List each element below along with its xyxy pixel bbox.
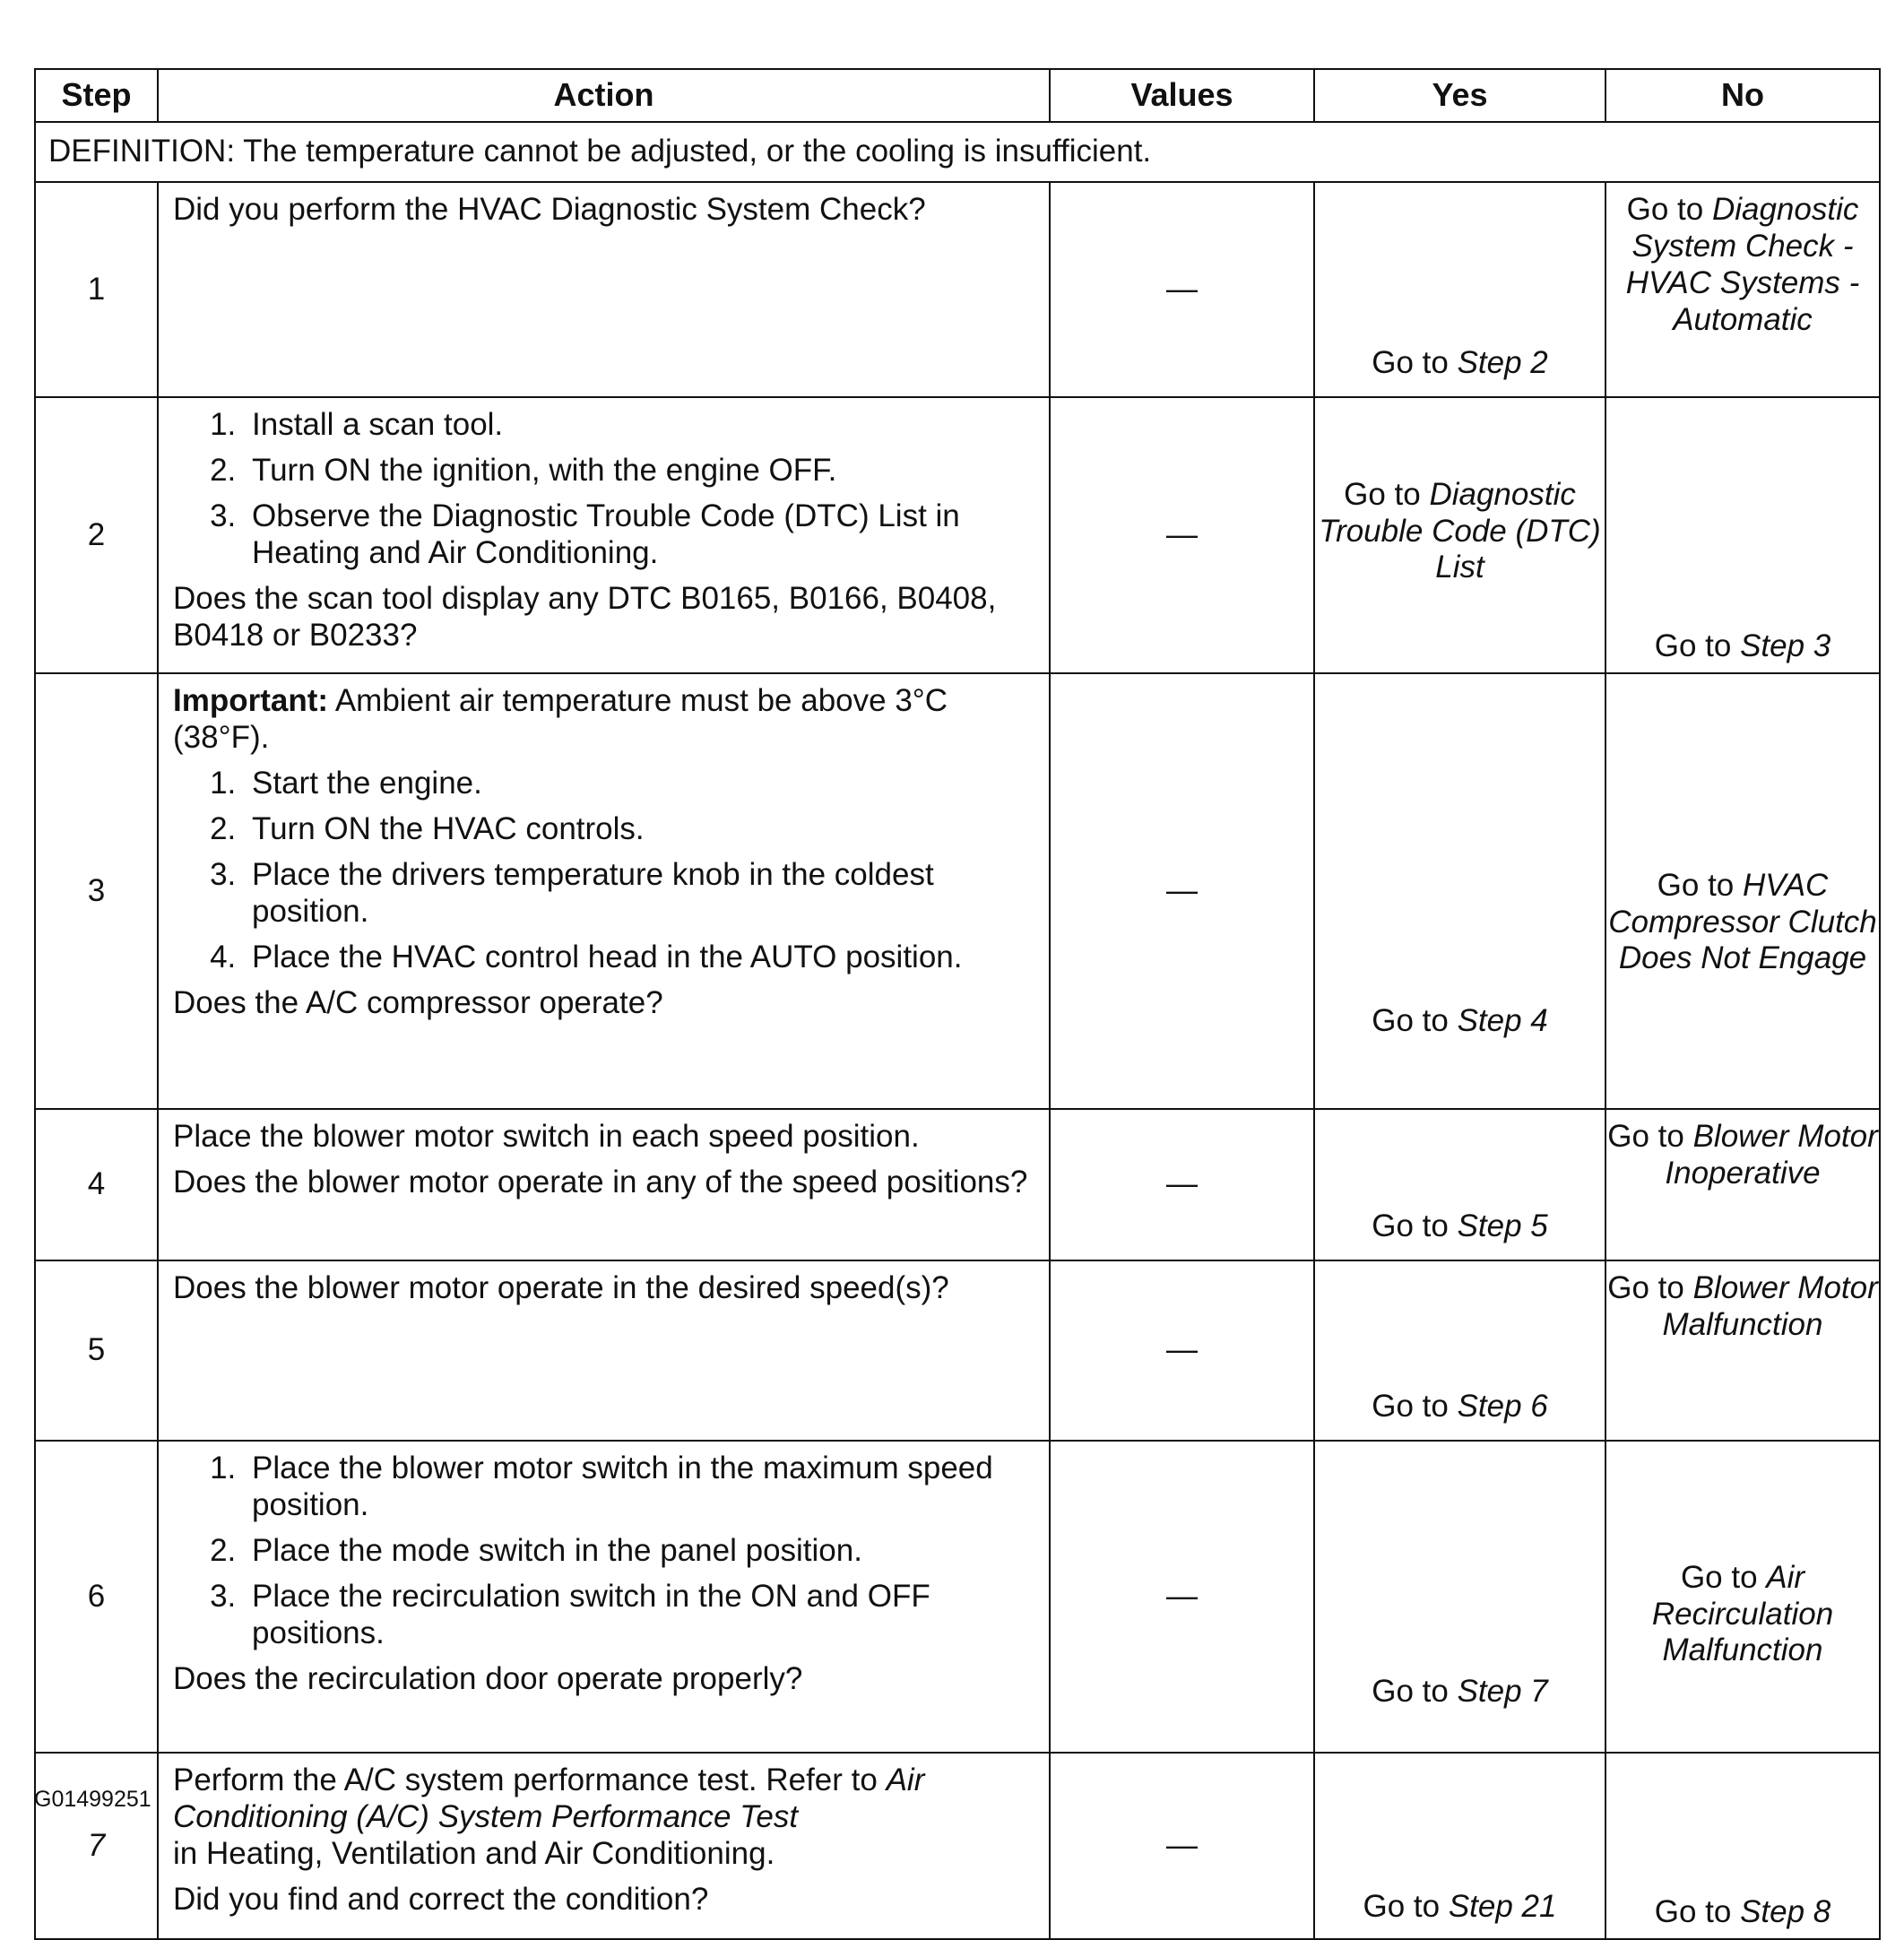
header-yes: Yes bbox=[1314, 69, 1605, 122]
action-cell bbox=[158, 397, 1050, 673]
no-prefix: Go to bbox=[1607, 1119, 1693, 1154]
yes-prefix: Go to bbox=[1363, 1889, 1449, 1925]
no-link[interactable]: Diagnostic System Check - HVAC Systems - Automatic bbox=[1625, 192, 1860, 337]
action-question: Does the recirculation door operate properly? bbox=[173, 1660, 803, 1696]
no-cell bbox=[1605, 673, 1880, 1109]
yes-link[interactable]: Step 21 bbox=[1448, 1889, 1557, 1925]
step-number: 1 bbox=[35, 182, 158, 397]
definition-row bbox=[35, 122, 1880, 182]
yes-cell bbox=[1314, 1109, 1605, 1260]
list-item: 4. Place the HVAC control head in the AUTO position. bbox=[245, 940, 1036, 976]
diagnostic-table bbox=[34, 68, 1881, 1940]
intro-suffix: in Heating, Ventilation and Air Conditioning. bbox=[173, 1835, 775, 1871]
step-number: 2 bbox=[35, 397, 158, 673]
action-question: Did you perform the HVAC Diagnostic System Check? bbox=[173, 192, 926, 227]
value-cell: — bbox=[1050, 397, 1314, 673]
step-number: 6 bbox=[35, 1441, 158, 1753]
list-item: 2. Turn ON the ignition, with the engine OFF. bbox=[245, 453, 1036, 489]
value-cell: — bbox=[1050, 673, 1314, 1109]
step-number: 5 bbox=[35, 1260, 158, 1441]
no-link[interactable]: Blower Motor Inoperative bbox=[1665, 1119, 1878, 1191]
table-row bbox=[35, 1109, 1880, 1260]
intro-prefix: Perform the A/C system performance test. Refer to bbox=[173, 1762, 887, 1797]
no-prefix: Go to bbox=[1654, 1894, 1741, 1930]
value-cell: — bbox=[1050, 1753, 1314, 1939]
table-row bbox=[35, 397, 1880, 673]
no-prefix: Go to bbox=[1654, 628, 1741, 664]
yes-prefix: Go to bbox=[1372, 1003, 1458, 1039]
header-values: Values bbox=[1050, 69, 1314, 122]
yes-cell bbox=[1314, 1441, 1605, 1753]
yes-link[interactable]: Step 4 bbox=[1457, 1003, 1548, 1039]
header-step: Step bbox=[35, 69, 158, 122]
action-cell bbox=[158, 182, 1050, 397]
no-link[interactable]: Blower Motor Malfunction bbox=[1662, 1270, 1878, 1342]
action-intro bbox=[173, 1762, 1036, 1873]
important-text: Ambient air temperature must be above 3°C (38°F). bbox=[173, 683, 948, 755]
action-cell bbox=[158, 1753, 1050, 1939]
intro-link[interactable]: Air Conditioning (A/C) System Performance Test bbox=[173, 1762, 925, 1834]
action-question: Does the blower motor operate in the desired speed(s)? bbox=[173, 1270, 949, 1305]
no-prefix: Go to bbox=[1657, 867, 1743, 903]
yes-link[interactable]: Step 6 bbox=[1457, 1389, 1548, 1425]
yes-prefix: Go to bbox=[1344, 476, 1430, 512]
list-item: 3. Place the recirculation switch in the ON and OFF positions. bbox=[245, 1579, 1036, 1652]
no-cell bbox=[1605, 1441, 1880, 1753]
yes-link[interactable]: Step 5 bbox=[1457, 1208, 1548, 1244]
table-row bbox=[35, 673, 1880, 1109]
no-prefix: Go to bbox=[1680, 1559, 1767, 1595]
no-prefix: Go to bbox=[1626, 192, 1712, 227]
value-cell: — bbox=[1050, 1109, 1314, 1260]
no-link[interactable]: Air Recirculation Malfunction bbox=[1651, 1559, 1834, 1668]
yes-cell bbox=[1314, 397, 1605, 673]
table-row bbox=[35, 1441, 1880, 1753]
step-number: 4 bbox=[35, 1109, 158, 1260]
action-cell bbox=[158, 673, 1050, 1109]
value-cell: — bbox=[1050, 1441, 1314, 1753]
no-link[interactable]: Step 3 bbox=[1740, 628, 1831, 664]
value-cell: — bbox=[1050, 1260, 1314, 1441]
no-prefix: Go to bbox=[1607, 1270, 1693, 1305]
table-row bbox=[35, 1753, 1880, 1939]
list-item: 2. Turn ON the HVAC controls. bbox=[245, 811, 1036, 848]
no-cell bbox=[1605, 397, 1880, 673]
table-row bbox=[35, 1260, 1880, 1441]
yes-cell bbox=[1314, 1260, 1605, 1441]
yes-prefix: Go to bbox=[1372, 1674, 1458, 1710]
yes-prefix: Go to bbox=[1372, 1208, 1458, 1244]
action-list bbox=[173, 407, 1036, 572]
list-item: 2. Place the mode switch in the panel position. bbox=[245, 1533, 1036, 1570]
important-label: Important: bbox=[173, 683, 329, 718]
action-question: Does the scan tool display any DTC B0165, B0166, B0408, B0418 or B0233? bbox=[173, 580, 997, 653]
action-cell bbox=[158, 1109, 1050, 1260]
action-question: Did you find and correct the condition? bbox=[173, 1881, 709, 1917]
list-item: 3. Observe the Diagnostic Trouble Code (DTC) List in Heating and Air Conditioning. bbox=[245, 498, 1036, 572]
header-action: Action bbox=[158, 69, 1050, 122]
table-row bbox=[35, 182, 1880, 397]
figure-id: G01499251 bbox=[34, 1787, 151, 1812]
list-item: 1. Start the engine. bbox=[245, 766, 1036, 802]
no-cell bbox=[1605, 1753, 1880, 1939]
list-item: 3. Place the drivers temperature knob in the coldest position. bbox=[245, 857, 1036, 931]
yes-link[interactable]: Diagnostic Trouble Code (DTC) List bbox=[1319, 476, 1601, 585]
no-link[interactable]: HVAC Compressor Clutch Does Not Engage bbox=[1608, 867, 1877, 976]
list-item: 1. Place the blower motor switch in the maximum speed position. bbox=[245, 1451, 1036, 1524]
step-number: 7 bbox=[35, 1753, 158, 1939]
action-question: Does the A/C compressor operate? bbox=[173, 984, 663, 1020]
no-link[interactable]: Step 8 bbox=[1740, 1894, 1831, 1930]
list-item: 1. Install a scan tool. bbox=[245, 407, 1036, 444]
action-question: Does the blower motor operate in any of the speed positions? bbox=[173, 1164, 1028, 1200]
action-cell bbox=[158, 1441, 1050, 1753]
important-note bbox=[173, 683, 1036, 757]
header-row bbox=[35, 69, 1880, 122]
step-number: 3 bbox=[35, 673, 158, 1109]
header-no: No bbox=[1605, 69, 1880, 122]
action-intro: Place the blower motor switch in each speed position. bbox=[173, 1119, 920, 1154]
action-cell bbox=[158, 1260, 1050, 1441]
yes-link[interactable]: Step 7 bbox=[1457, 1674, 1548, 1710]
definition-text: DEFINITION: The temperature cannot be adjusted, or the cooling is insufficient. bbox=[35, 122, 1880, 182]
yes-cell bbox=[1314, 182, 1605, 397]
no-cell bbox=[1605, 182, 1880, 397]
action-list bbox=[173, 766, 1036, 976]
yes-cell bbox=[1314, 1753, 1605, 1939]
yes-cell bbox=[1314, 673, 1605, 1109]
no-cell bbox=[1605, 1260, 1880, 1441]
yes-prefix: Go to bbox=[1372, 345, 1458, 381]
no-cell bbox=[1605, 1109, 1880, 1260]
yes-prefix: Go to bbox=[1372, 1389, 1458, 1425]
value-cell: — bbox=[1050, 182, 1314, 397]
yes-link[interactable]: Step 2 bbox=[1457, 345, 1548, 381]
action-list bbox=[173, 1451, 1036, 1652]
